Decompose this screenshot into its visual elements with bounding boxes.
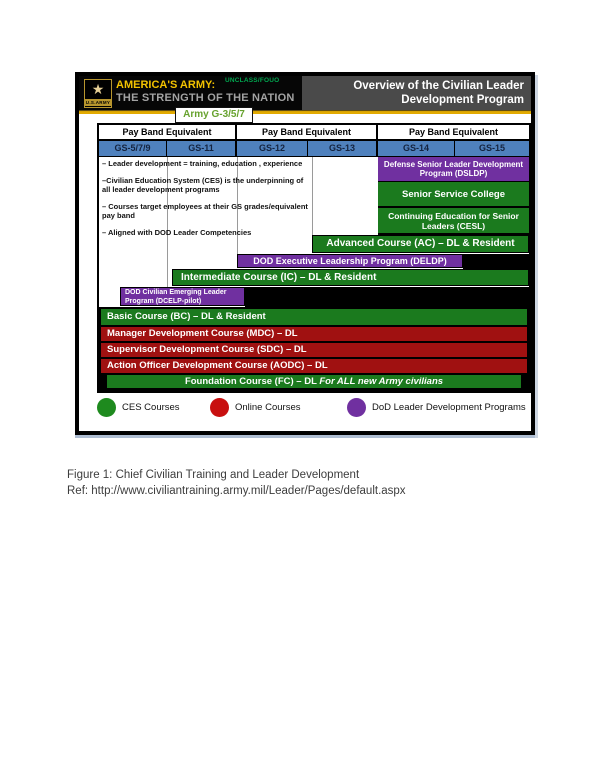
bar-supervisor-development-course: Supervisor Development Course (SDC) – DL bbox=[101, 343, 527, 357]
box-dsldp: Defense Senior Leader Development Program (DSLDP) bbox=[378, 157, 529, 181]
slide-title-line2: Development Program bbox=[401, 94, 524, 106]
foundation-italic-text: For ALL new Army civilians bbox=[319, 376, 444, 387]
bar-intermediate-course: Intermediate Course (IC) – DL & Resident bbox=[172, 269, 529, 286]
brand-line2: THE STRENGTH OF THE NATION bbox=[116, 92, 295, 104]
legend bbox=[79, 393, 531, 431]
black-filler bbox=[245, 287, 529, 307]
black-filler bbox=[463, 254, 529, 269]
brand-line1: AMERICA'S ARMY: bbox=[116, 79, 216, 91]
chart-content bbox=[99, 157, 529, 391]
bar-advanced-course: Advanced Course (AC) – DL & Resident bbox=[312, 235, 529, 253]
bar-action-officer-development-course: Action Officer Development Course (AODC) – DL bbox=[101, 359, 527, 373]
slide-header bbox=[79, 76, 531, 110]
pay-band-table bbox=[97, 123, 531, 393]
gs-cell-11: GS-11 bbox=[167, 141, 237, 156]
gs-cell-12: GS-12 bbox=[237, 141, 308, 156]
box-senior-service-college: Senior Service College bbox=[378, 182, 529, 206]
legend-label-online: Online Courses bbox=[235, 402, 301, 413]
foundation-main-text: Foundation Course (FC) – DL bbox=[184, 376, 320, 387]
pay-band-header-3: Pay Band Equivalent bbox=[408, 127, 499, 137]
bar-deldp: DOD Executive Leadership Program (DELDP) bbox=[237, 254, 463, 268]
army-logo bbox=[84, 79, 112, 108]
bullet-item: – Courses target employees at their GS grades/equivalent pay band bbox=[102, 202, 308, 220]
pay-band-header-1: Pay Band Equivalent bbox=[99, 125, 237, 139]
legend-label-ces: CES Courses bbox=[122, 402, 180, 413]
slide-figure bbox=[75, 72, 535, 435]
classification-marking: UNCLASS/FOUO bbox=[225, 77, 280, 84]
bullet-item: – Leader development = training, education , experience bbox=[102, 159, 303, 168]
legend-label-dod: DoD Leader Development Programs bbox=[372, 402, 526, 413]
box-dcelp bbox=[120, 287, 245, 306]
slide-title bbox=[302, 76, 531, 110]
figure-caption bbox=[67, 467, 406, 499]
lower-course-band bbox=[99, 307, 529, 391]
bar-manager-development-course: Manager Development Course (MDC) – DL bbox=[101, 327, 527, 341]
pay-band-header-row bbox=[99, 125, 529, 141]
slide-title-line1: Overview of the Civilian Leader bbox=[353, 80, 524, 92]
army-star-icon: ★ bbox=[91, 81, 105, 97]
bar-basic-course: Basic Course (BC) – DL & Resident bbox=[101, 309, 527, 325]
gold-divider bbox=[79, 110, 531, 114]
column-divider bbox=[312, 157, 313, 235]
dcelp-line2: Program (DCELP-pilot) bbox=[125, 297, 202, 305]
bullet-item: –Civilian Education System (CES) is the underpinning of all leader development programs bbox=[102, 176, 304, 194]
caption-line2: Ref: http://www.civiliantraining.army.mil/Leader/Pages/default.aspx bbox=[67, 485, 406, 497]
legend-green-dot-icon bbox=[97, 398, 116, 417]
legend-red-dot-icon bbox=[210, 398, 229, 417]
bullet-list bbox=[102, 159, 309, 245]
bullet-item: – Aligned with DOD Leader Competencies bbox=[102, 228, 252, 237]
gs-cell-5-7-9: GS-5/7/9 bbox=[99, 141, 167, 156]
dcelp-line1: DOD Civilian Emerging Leader bbox=[125, 289, 227, 296]
senior-programs-column bbox=[378, 157, 529, 235]
gs-cell-14: GS-14 bbox=[378, 141, 455, 156]
box-cesl: Continuing Education for Senior Leaders (CESL) bbox=[378, 208, 529, 233]
gs-grade-row bbox=[99, 141, 529, 157]
pay-band-header-2: Pay Band Equivalent bbox=[237, 125, 378, 139]
caption-line1: Figure 1: Chief Civilian Training and Leader Development bbox=[67, 469, 360, 481]
legend-purple-dot-icon bbox=[347, 398, 366, 417]
bar-foundation-course bbox=[107, 375, 521, 388]
org-tab: Army G-3/5/7 bbox=[175, 107, 253, 123]
army-logo-label: U.S.ARMY bbox=[85, 100, 111, 105]
gs-cell-13: GS-13 bbox=[308, 141, 378, 156]
gs-cell-15: GS-15 bbox=[455, 141, 529, 156]
